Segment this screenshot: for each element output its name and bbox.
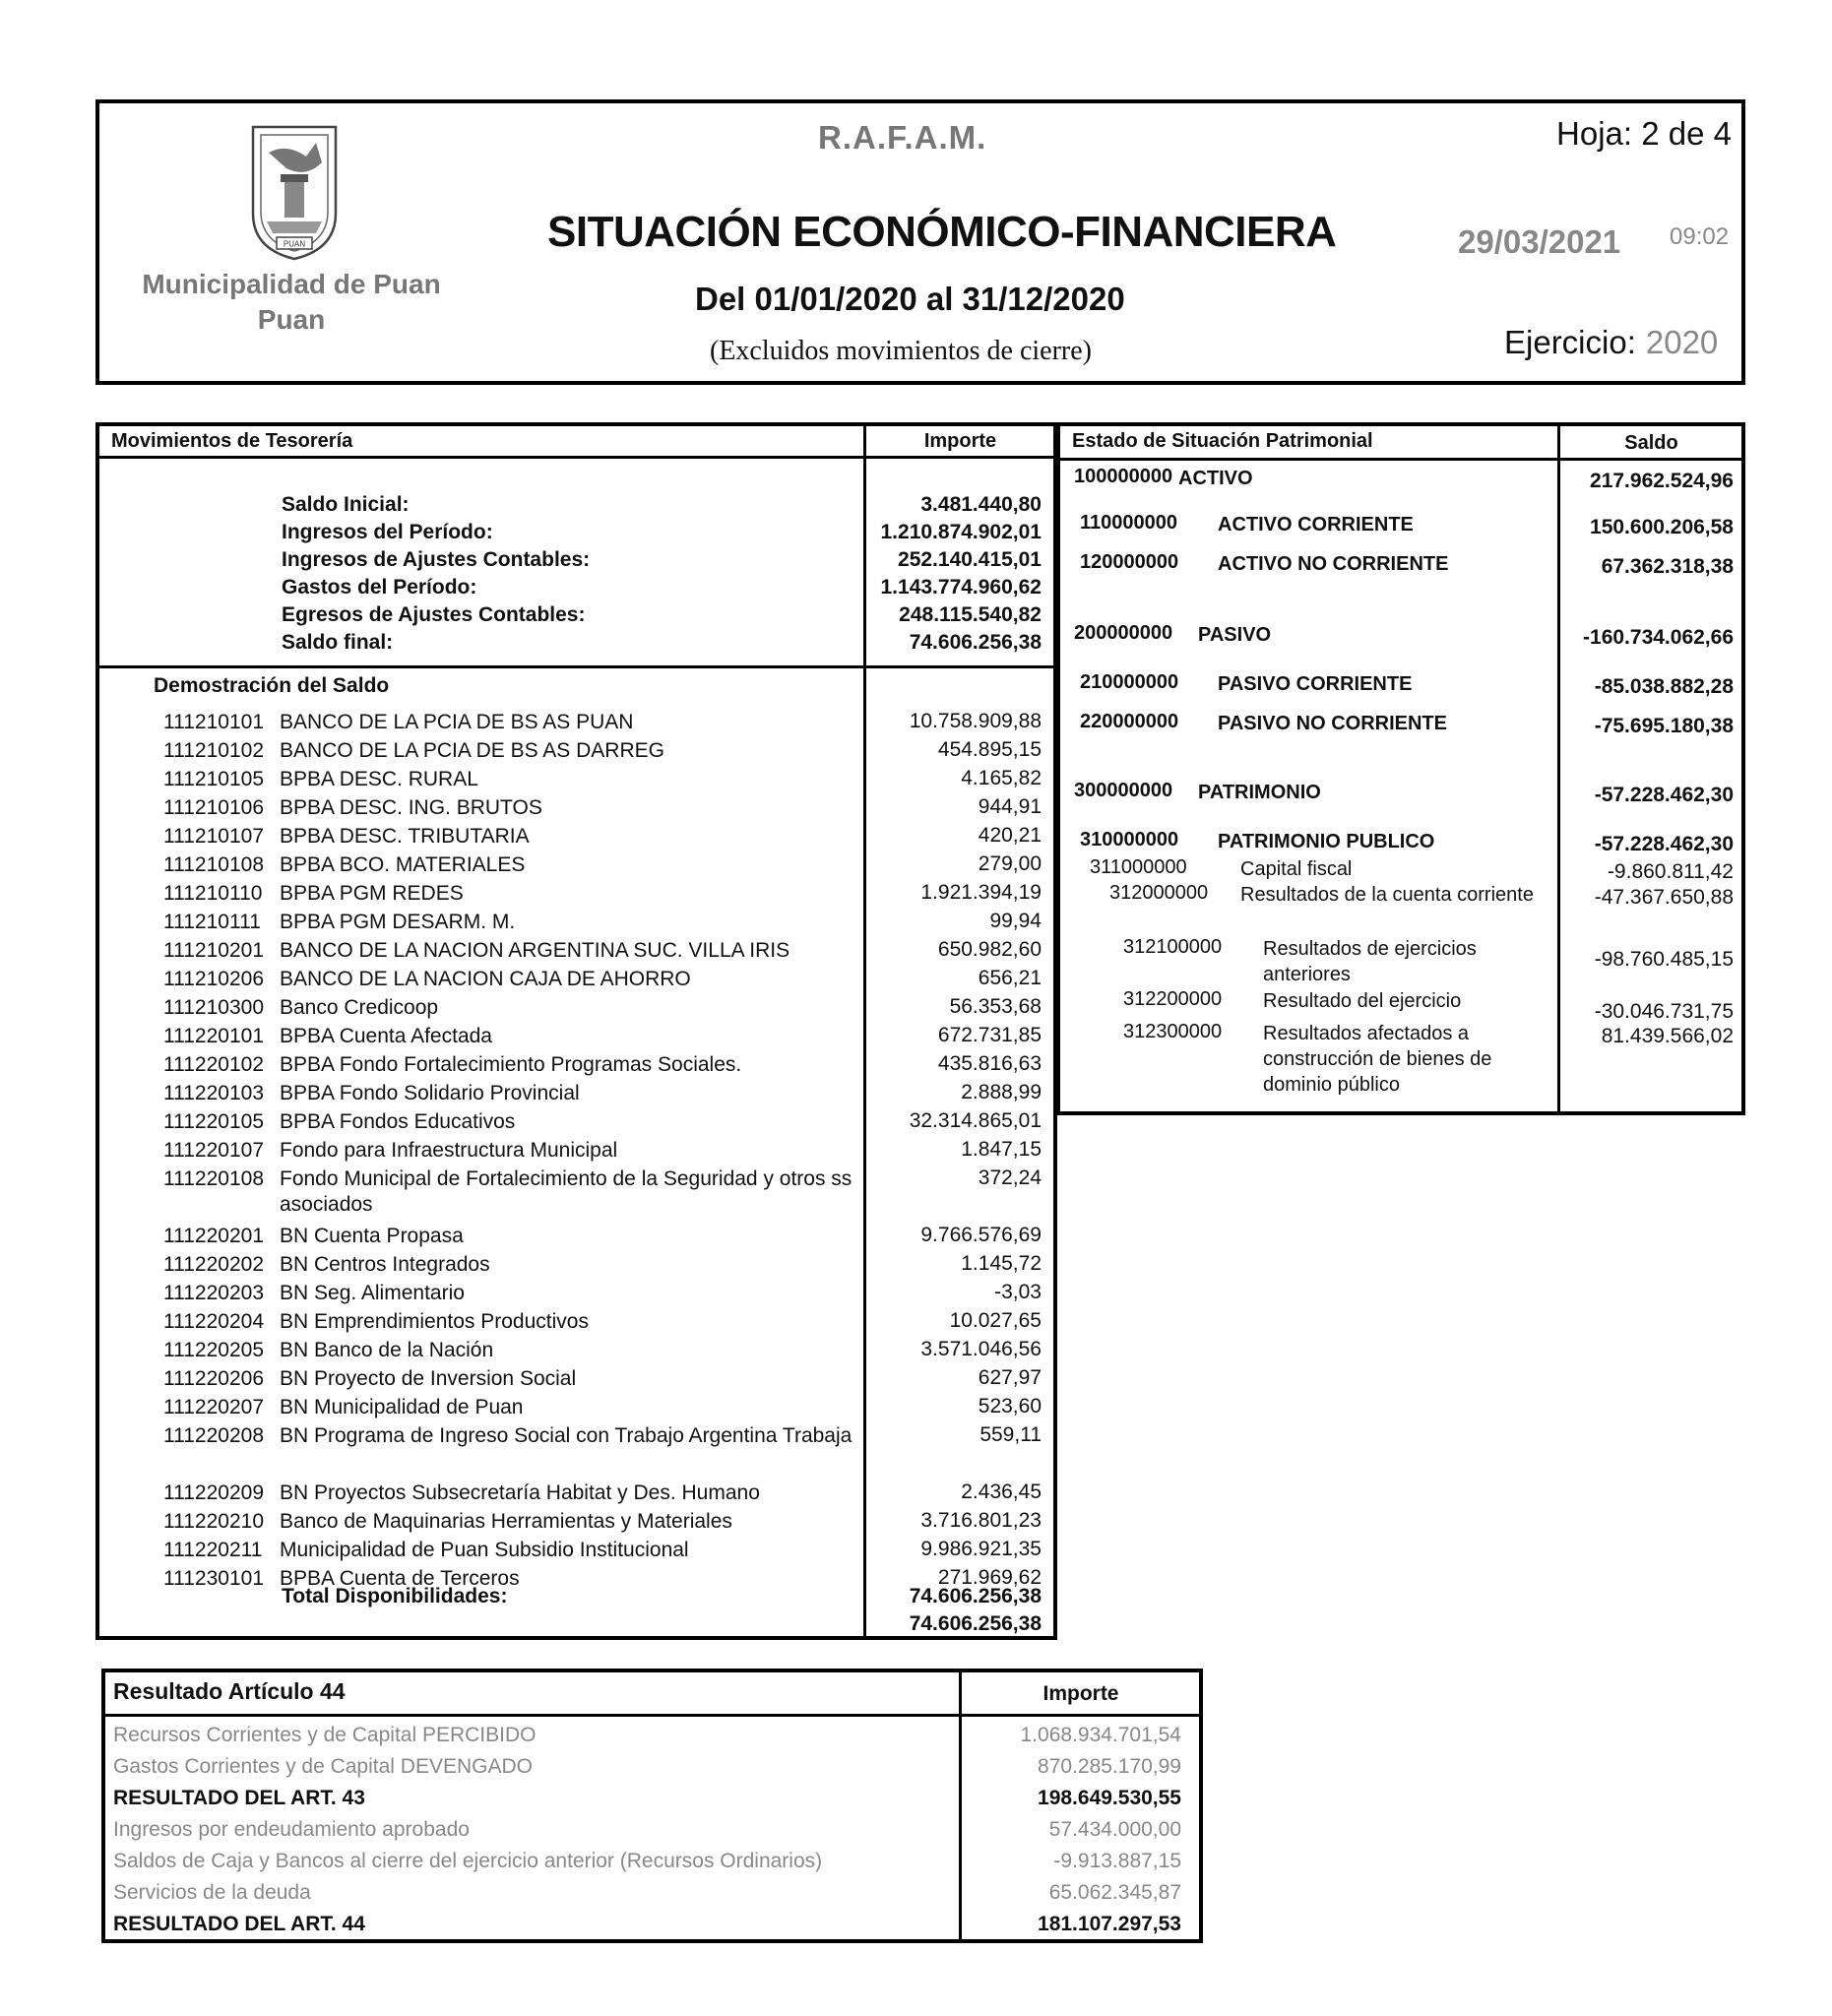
account-code: 111220103 <box>163 1082 264 1104</box>
balance-code: 311000000 <box>1090 856 1187 878</box>
art44-title: Resultado Artículo 44 <box>113 1678 346 1704</box>
municipality-name: Municipalidad de Puan <box>142 269 441 299</box>
balance-code: 310000000 <box>1080 829 1179 850</box>
account-value: 9.766.576,69 <box>920 1224 1042 1246</box>
balance-code: 210000000 <box>1080 671 1179 693</box>
account-code: 111220107 <box>163 1139 264 1162</box>
account-row <box>163 1480 853 1506</box>
balance-name: ACTIVO <box>1178 468 1253 489</box>
sheet-number: Hoja: 2 de 4 <box>1556 115 1732 152</box>
account-value: 420,21 <box>978 824 1042 847</box>
account-code: 111210102 <box>163 739 264 762</box>
account-value: 3.716.801,23 <box>920 1509 1042 1532</box>
summary-label: Ingresos del Período: <box>282 521 493 543</box>
account-code: 111220209 <box>163 1481 264 1504</box>
account-name: BN Centros Integrados <box>280 1253 490 1276</box>
account-name: BANCO DE LA PCIA DE BS AS PUAN <box>280 711 634 733</box>
account-name: BANCO DE LA NACION ARGENTINA SUC. VILLA IRIS <box>280 939 790 962</box>
summary-value: 74.606.256,38 <box>909 631 1042 654</box>
account-row <box>163 995 853 1021</box>
account-code: 111210106 <box>163 796 264 819</box>
account-code: 111220101 <box>163 1025 264 1047</box>
balance-name: PATRIMONIO <box>1198 782 1321 803</box>
report-period: Del 01/01/2020 al 31/12/2020 <box>695 281 1125 317</box>
balance-name: Resultados afectados a construcción de bienes de dominio público <box>1263 1023 1492 1096</box>
account-name: BPBA PGM DESARM. M. <box>280 911 516 933</box>
art44-value: 181.107.297,53 <box>1038 1913 1181 1935</box>
article-44-table <box>101 1669 1203 1943</box>
account-code: 111220102 <box>163 1053 264 1076</box>
balance-value: -47.367.650,88 <box>1594 886 1734 909</box>
account-row <box>163 767 853 792</box>
account-value: 2.436,45 <box>961 1480 1042 1503</box>
account-row <box>163 1024 853 1049</box>
account-name: BN Programa de Ingreso Social con Trabajo Argentina Trabaja <box>280 1424 853 1447</box>
account-value: 1.921.394,19 <box>920 881 1042 904</box>
fiscal-year <box>1504 324 1718 361</box>
balance-name: PATRIMONIO PUBLICO <box>1218 831 1435 852</box>
report-note: (Excluidos movimientos de cierre) <box>710 336 1092 366</box>
account-row <box>163 1138 853 1164</box>
account-row <box>163 795 853 821</box>
art44-label: Saldos de Caja y Bancos al cierre del ejercicio anterior (Recursos Ordinarios) <box>113 1850 823 1872</box>
balance-code: 312100000 <box>1123 936 1223 958</box>
account-value: 627,97 <box>978 1366 1042 1389</box>
art44-value: -9.913.887,15 <box>1053 1850 1181 1872</box>
account-row <box>163 852 853 878</box>
balance-code: 312200000 <box>1123 988 1223 1010</box>
account-code: 111220211 <box>163 1539 263 1561</box>
summary-label: Egresos de Ajustes Contables: <box>282 603 586 626</box>
account-value: 56.353,68 <box>949 995 1042 1018</box>
summary-value: 248.115.540,82 <box>899 603 1042 626</box>
account-value: 4.165,82 <box>961 767 1042 789</box>
account-name: BPBA DESC. RURAL <box>280 768 478 790</box>
account-value: -3,03 <box>994 1281 1042 1303</box>
account-code: 111220206 <box>163 1367 264 1390</box>
account-code: 111220205 <box>163 1339 264 1361</box>
account-value: 944,91 <box>978 795 1042 818</box>
account-name: BN Proyectos Subsecretaría Habitat y Des. Humano <box>280 1481 760 1504</box>
account-row <box>163 1423 853 1449</box>
summary-label: Saldo Inicial: <box>282 493 410 516</box>
balance-name: PASIVO <box>1198 624 1272 646</box>
account-row <box>163 710 853 735</box>
account-value: 372,24 <box>978 1166 1042 1189</box>
account-row <box>163 1366 853 1392</box>
system-name: R.A.F.A.M. <box>818 119 987 156</box>
account-name: BPBA Fondos Educativos <box>280 1110 516 1133</box>
account-code: 111210110 <box>163 882 263 905</box>
art44-label: Recursos Corrientes y de Capital PERCIBIDO <box>113 1724 537 1746</box>
account-row <box>163 881 853 907</box>
account-row <box>163 1166 853 1216</box>
account-name: BPBA Fondo Solidario Provincial <box>280 1082 580 1104</box>
summary-value: 1.210.874.902,01 <box>880 521 1042 543</box>
account-name: BN Banco de la Nación <box>280 1339 494 1361</box>
account-value: 10.758.909,88 <box>909 710 1042 732</box>
account-value: 650.982,60 <box>937 938 1042 961</box>
balance-code: 200000000 <box>1074 622 1173 644</box>
account-name: BPBA Cuenta Afectada <box>280 1025 492 1047</box>
account-code: 111220210 <box>163 1510 264 1533</box>
account-name: Municipalidad de Puan Subsidio Institucional <box>280 1539 689 1561</box>
balance-value: 67.362.318,38 <box>1601 555 1734 578</box>
art44-label: RESULTADO DEL ART. 44 <box>113 1913 365 1935</box>
art44-label: Ingresos por endeudamiento aprobado <box>113 1818 470 1841</box>
account-value: 523,60 <box>978 1395 1042 1418</box>
account-value: 271.969,62 <box>937 1566 1042 1589</box>
balance-value: -57.228.462,30 <box>1594 833 1734 855</box>
balance-title: Estado de Situación Patrimonial <box>1072 430 1373 452</box>
account-code: 111220108 <box>163 1167 264 1190</box>
balance-code: 110000000 <box>1080 512 1178 534</box>
art44-label: RESULTADO DEL ART. 43 <box>113 1787 365 1809</box>
balance-value: -98.760.485,15 <box>1594 948 1734 971</box>
balance-code: 100000000 <box>1074 466 1173 487</box>
summary-label: Saldo final: <box>282 631 394 654</box>
balance-value: -85.038.882,28 <box>1594 675 1734 698</box>
account-code: 111210300 <box>163 996 264 1019</box>
account-row <box>163 1052 853 1078</box>
account-name: Banco Credicoop <box>280 996 439 1019</box>
total-value-repeat: 74.606.256,38 <box>909 1612 1042 1635</box>
account-code: 111210107 <box>163 825 264 848</box>
balance-value: 81.439.566,02 <box>1601 1025 1734 1047</box>
account-name: BPBA Fondo Fortalecimiento Programas Sociales. <box>280 1053 742 1076</box>
account-value: 279,00 <box>978 852 1042 875</box>
account-code: 111210201 <box>163 939 264 962</box>
balance-name: PASIVO NO CORRIENTE <box>1218 713 1447 734</box>
account-code: 111230101 <box>163 1567 264 1590</box>
fiscal-year-label: Ejercicio: <box>1504 324 1636 360</box>
account-code: 111210111 <box>163 911 261 933</box>
account-row <box>163 1538 853 1563</box>
summary-label: Ingresos de Ajustes Contables: <box>282 548 591 571</box>
account-code: 111220105 <box>163 1110 264 1133</box>
account-row <box>163 1309 853 1335</box>
report-header <box>95 99 1745 385</box>
balance-name: PASIVO CORRIENTE <box>1218 673 1413 695</box>
balance-name: Capital fiscal <box>1240 858 1353 880</box>
account-name: BN Proyecto de Inversion Social <box>280 1367 577 1390</box>
art44-amount-header: Importe <box>1042 1682 1119 1705</box>
balance-name: Resultados de ejercicios anteriores <box>1263 938 1477 985</box>
account-value: 672.731,85 <box>937 1024 1042 1046</box>
account-code: 111210108 <box>163 853 264 876</box>
balance-code: 312300000 <box>1123 1021 1223 1042</box>
account-row <box>163 967 853 992</box>
art44-label: Servicios de la deuda <box>113 1881 311 1904</box>
account-value: 559,11 <box>979 1423 1042 1446</box>
account-name: Fondo para Infraestructura Municipal <box>280 1139 618 1162</box>
account-value: 435.816,63 <box>937 1052 1042 1075</box>
balance-amount-header: Saldo <box>1624 432 1678 454</box>
account-name: BANCO DE LA NACION CAJA DE AHORRO <box>280 968 691 990</box>
account-value: 32.314.865,01 <box>909 1109 1042 1132</box>
account-code: 111220207 <box>163 1396 264 1418</box>
balance-value: -160.734.062,66 <box>1583 626 1734 649</box>
account-value: 1.145,72 <box>961 1252 1042 1275</box>
art44-value: 870.285.170,99 <box>1038 1755 1181 1778</box>
account-code: 111220204 <box>163 1310 264 1333</box>
balance-name: Resultados de la cuenta corriente <box>1240 884 1534 906</box>
summary-value: 1.143.774.960,62 <box>880 576 1042 598</box>
balance-name: ACTIVO NO CORRIENTE <box>1218 553 1449 575</box>
account-value: 656,21 <box>978 967 1042 989</box>
summary-label: Gastos del Período: <box>282 576 477 598</box>
treasury-title: Movimientos de Tesorería <box>111 430 353 452</box>
balance-name: ACTIVO CORRIENTE <box>1218 514 1414 536</box>
total-label: Total Disponibilidades: <box>282 1585 508 1607</box>
balance-value: -57.228.462,30 <box>1594 784 1734 806</box>
account-name: BPBA PGM REDES <box>280 882 464 905</box>
balance-value: 150.600.206,58 <box>1590 516 1734 538</box>
account-code: 111220201 <box>163 1225 264 1247</box>
account-value: 10.027,65 <box>949 1309 1042 1332</box>
balance-value: -75.695.180,38 <box>1594 715 1734 737</box>
logo-text: PUAN <box>283 239 306 249</box>
account-row <box>163 1281 853 1306</box>
balance-sheet-table <box>1056 422 1745 1115</box>
balance-code: 120000000 <box>1080 551 1179 573</box>
art44-label: Gastos Corrientes y de Capital DEVENGADO <box>113 1755 533 1778</box>
municipal-shield-logo <box>247 123 342 263</box>
report-title: SITUACIÓN ECONÓMICO-FINANCIERA <box>547 208 1337 256</box>
account-row <box>163 1081 853 1106</box>
report-date: 29/03/2021 <box>1458 223 1621 260</box>
city-name: Puan <box>257 304 326 335</box>
balance-value: -30.046.731,75 <box>1594 1000 1734 1023</box>
art44-value: 198.649.530,55 <box>1038 1787 1181 1809</box>
account-name: BN Emprendimientos Productivos <box>280 1310 589 1333</box>
account-code: 111220208 <box>163 1424 264 1447</box>
total-value: 74.606.256,38 <box>909 1585 1042 1607</box>
account-value: 454.895,15 <box>937 738 1042 761</box>
balance-value: 217.962.524,96 <box>1590 470 1734 492</box>
balance-code: 312000000 <box>1109 882 1209 904</box>
account-code: 111210206 <box>163 968 264 990</box>
account-name: Banco de Maquinarias Herramientas y Materiales <box>280 1510 732 1533</box>
account-name: BN Municipalidad de Puan <box>280 1396 524 1418</box>
balance-name: Resultado del ejercicio <box>1263 990 1462 1012</box>
account-value: 3.571.046,56 <box>920 1338 1042 1360</box>
account-name: BPBA Cuenta de Terceros <box>280 1567 520 1590</box>
account-code: 111220203 <box>163 1282 264 1304</box>
account-name: BN Cuenta Propasa <box>280 1225 464 1247</box>
account-value: 99,94 <box>989 910 1042 932</box>
account-name: Fondo Municipal de Fortalecimiento de la Seguridad y otros ss asociados <box>280 1167 853 1216</box>
account-row <box>163 1509 853 1535</box>
treasury-movements-table <box>95 422 1057 1640</box>
art44-value: 65.062.345,87 <box>1048 1881 1181 1904</box>
account-row <box>163 1109 853 1135</box>
account-row <box>163 938 853 964</box>
treasury-amount-header: Importe <box>923 430 997 452</box>
account-value: 2.888,99 <box>961 1081 1042 1103</box>
account-name: BPBA DESC. TRIBUTARIA <box>280 825 530 848</box>
fiscal-year-value: 2020 <box>1645 324 1719 360</box>
account-name: BANCO DE LA PCIA DE BS AS DARREG <box>280 739 664 762</box>
balance-code: 220000000 <box>1080 711 1179 732</box>
balance-value: -9.860.811,42 <box>1607 860 1734 883</box>
account-name: BN Seg. Alimentario <box>280 1282 465 1304</box>
account-value: 1.847,15 <box>961 1138 1042 1161</box>
account-code: 111210105 <box>163 768 264 790</box>
account-row <box>163 1566 853 1592</box>
account-code: 111220202 <box>163 1253 264 1276</box>
account-row <box>163 1338 853 1363</box>
account-row <box>163 1252 853 1278</box>
account-row <box>163 824 853 850</box>
art44-value: 57.434.000,00 <box>1048 1818 1181 1841</box>
account-row <box>163 1395 853 1420</box>
breakdown-title: Demostración del Saldo <box>154 674 390 697</box>
summary-value: 3.481.440,80 <box>920 493 1042 516</box>
account-row <box>163 738 853 764</box>
account-value: 9.986.921,35 <box>920 1538 1042 1560</box>
account-row <box>163 910 853 935</box>
balance-code: 300000000 <box>1074 780 1173 801</box>
account-name: BPBA BCO. MATERIALES <box>280 853 526 876</box>
account-row <box>163 1224 853 1249</box>
account-code: 111210101 <box>163 711 264 733</box>
summary-value: 252.140.415,01 <box>898 548 1042 571</box>
art44-value: 1.068.934.701,54 <box>1020 1724 1181 1746</box>
account-name: BPBA DESC. ING. BRUTOS <box>280 796 542 819</box>
report-time: 09:02 <box>1670 223 1730 250</box>
